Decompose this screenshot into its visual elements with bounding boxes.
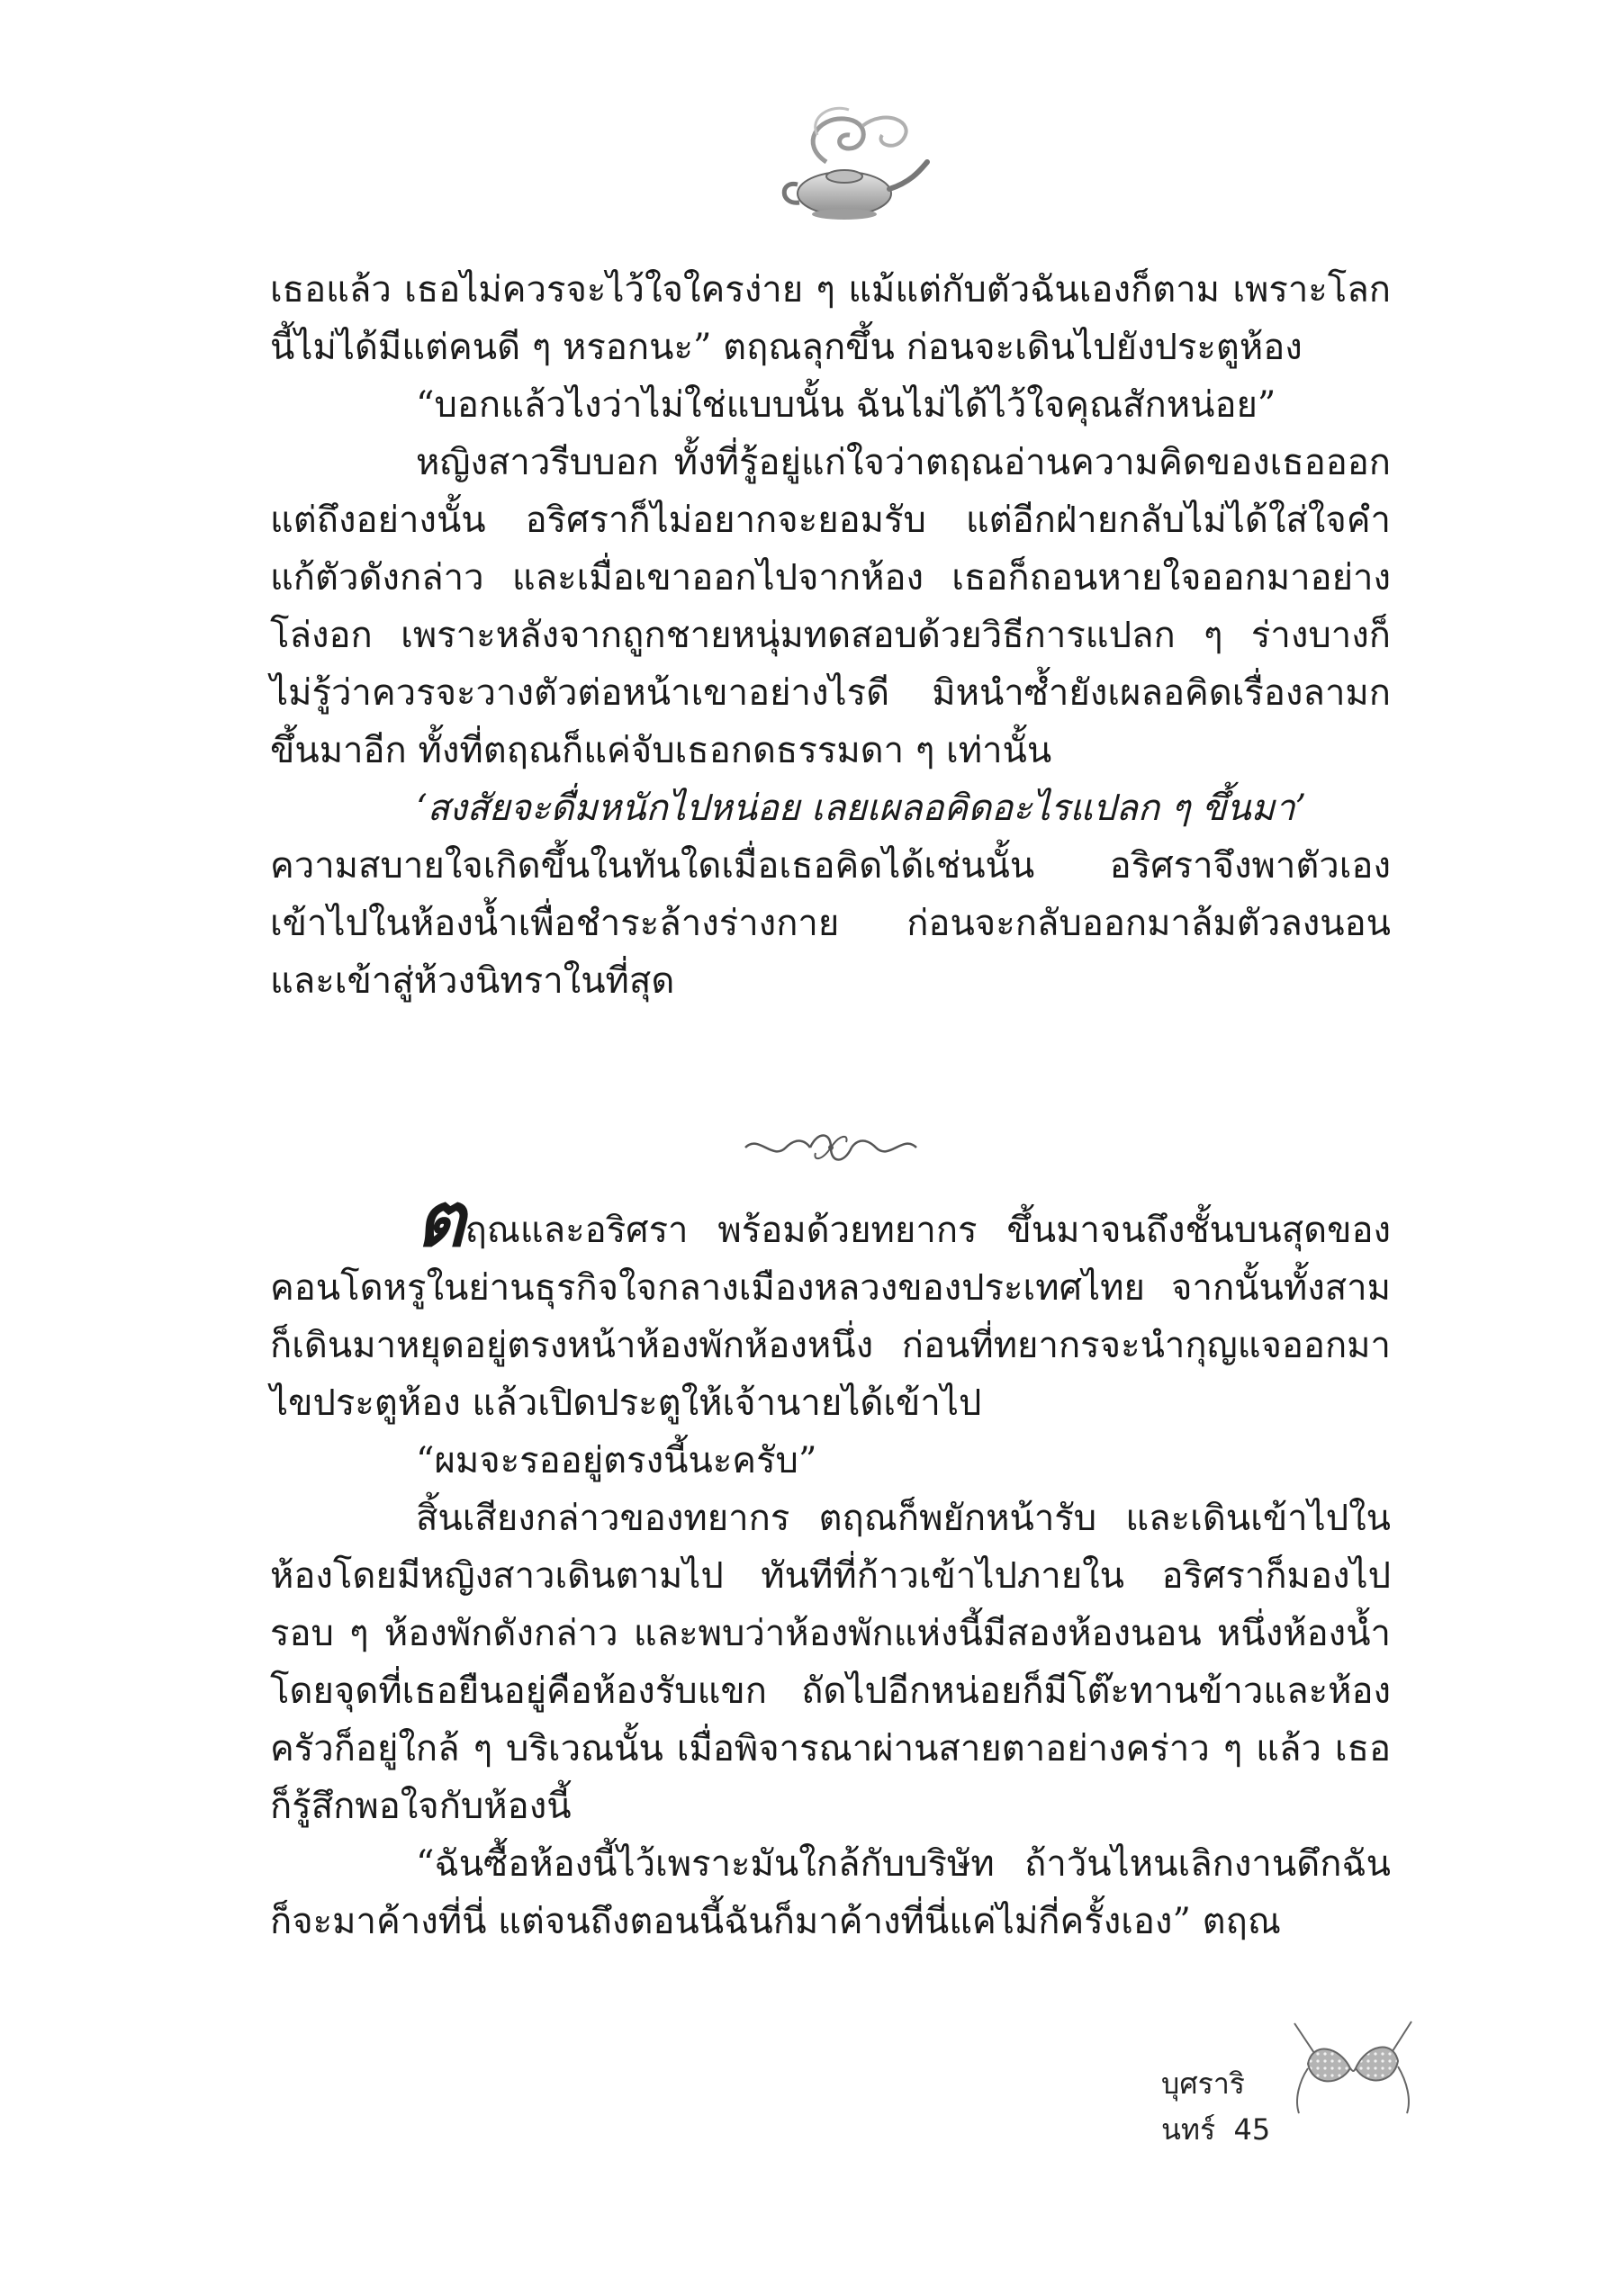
section-1-text bbox=[270, 261, 1391, 1010]
paragraph: “บอกแล้วไงว่าไม่ใช่แบบนั้น ฉันไม่ได้ไว้ใจคุณสักหน่อย” bbox=[416, 384, 1276, 426]
first-paragraph-text: ฤณและอริศรา พร้อมด้วยทยากร ขึ้นมาจนถึงชั้นบนสุดของคอนโดหรูในย่านธุรกิจใจกลางเมืองหลวงของประเทศไทย จากนั้นทั้งสามก็เดินมาหยุดอยู่ตรงหน้าห้องพักห้องหนึ่ง ก่อนที่ทยากรจะนำกุญแจออกมาไขประตูห้อง แล้วเปิดประตูให้เจ้านายได้เข้าไป bbox=[270, 1210, 1391, 1424]
paragraph: “ผมจะรออยู่ตรงนี้นะครับ” bbox=[416, 1440, 817, 1481]
teapot-genie-lamp-icon bbox=[763, 99, 934, 234]
paragraph: “ฉันซื้อห้องนี้ไว้เพราะมันใกล้กับบริษัท ถ้าวันไหนเลิกงานดึกฉันก็จะมาค้างที่นี่ แต่จนถึงตอนนี้ฉันก็มาค้างที่นี่แค่ไม่กี่ครั้งเอง” ตฤณ bbox=[270, 1843, 1391, 1942]
paragraph: ความสบายใจเกิดขึ้นในทันใดเมื่อเธอคิดได้เช่นนั้น อริศราจึงพาตัวเองเข้าไปในห้องน้ำเพื่อชำระล้างร่างกาย ก่อนจะกลับออกมาล้มตัวลงนอนและเข้าสู่ห้วงนิทราในที่สุด bbox=[270, 845, 1391, 1002]
section-2-first-paragraph bbox=[270, 1175, 1391, 1432]
drop-cap: ต bbox=[416, 1175, 465, 1264]
polka-dot-bikini-icon bbox=[1285, 2014, 1420, 2122]
page-number: 45 bbox=[1233, 2112, 1271, 2147]
paragraph: หญิงสาวรีบบอก ทั้งที่รู้อยู่แก่ใจว่าตฤณอ่านความคิดของเธอออก แต่ถึงอย่างนั้น อริศราก็ไม่อยากจะยอมรับ แต่อีกฝ่ายกลับไม่ได้ใส่ใจคำแก้ตัวดังกล่าว และเมื่อเขาออกไปจากห้อง เธอก็ถอนหายใจออกมาอย่างโล่งอก เพราะหลังจากถูกชายหนุ่มทดสอบด้วยวิธีการแปลก ๆ ร่างบางก็ไม่รู้ว่าควรจะวางตัวต่อหน้าเขาอย่างไรดี มิหนำซ้ำยังเผลอคิดเรื่องลามกขึ้นมาอีก ทั้งที่ตฤณก็แค่จับเธอกดธรรมดา ๆ เท่านั้น bbox=[270, 442, 1391, 771]
flourish-divider-icon bbox=[736, 1121, 925, 1175]
paragraph: สิ้นเสียงกล่าวของทยากร ตฤณก็พยักหน้ารับ และเดินเข้าไปในห้องโดยมีหญิงสาวเดินตามไป ทันทีที่ก้าวเข้าไปภายใน อริศราก็มองไปรอบ ๆ ห้องพักดังกล่าว และพบว่าห้องพักแห่งนี้มีสองห้องนอน หนึ่งห้องน้ำ โดยจุดที่เธอยืนอยู่คือห้องรับแขก ถัดไปอีกหน่อยก็มีโต๊ะทานข้าวและห้องครัวก็อยู่ใกล้ ๆ บริเวณนั้น เมื่อพิจารณาผ่านสายตาอย่างคร่าว ๆ แล้ว เธอก็รู้สึกพอใจกับห้องนี้ bbox=[270, 1498, 1392, 1827]
author-name: บุศรารินทร์ bbox=[1161, 2066, 1245, 2147]
paragraph: ‘สงสัยจะดื่มหนักไปหน่อย เลยเผลอคิดอะไรแปลก ๆ ขึ้นมา’ bbox=[416, 788, 1307, 829]
section-2-text bbox=[270, 1175, 1392, 1950]
paragraph: เธอแล้ว เธอไม่ควรจะไว้ใจใครง่าย ๆ แม้แต่กับตัวฉันเองก็ตาม เพราะโลกนี้ไม่ได้มีแต่คนดี ๆ หรอกนะ” ตฤณลุกขึ้น ก่อนจะเดินไปยังประตูห้อง bbox=[270, 269, 1391, 368]
